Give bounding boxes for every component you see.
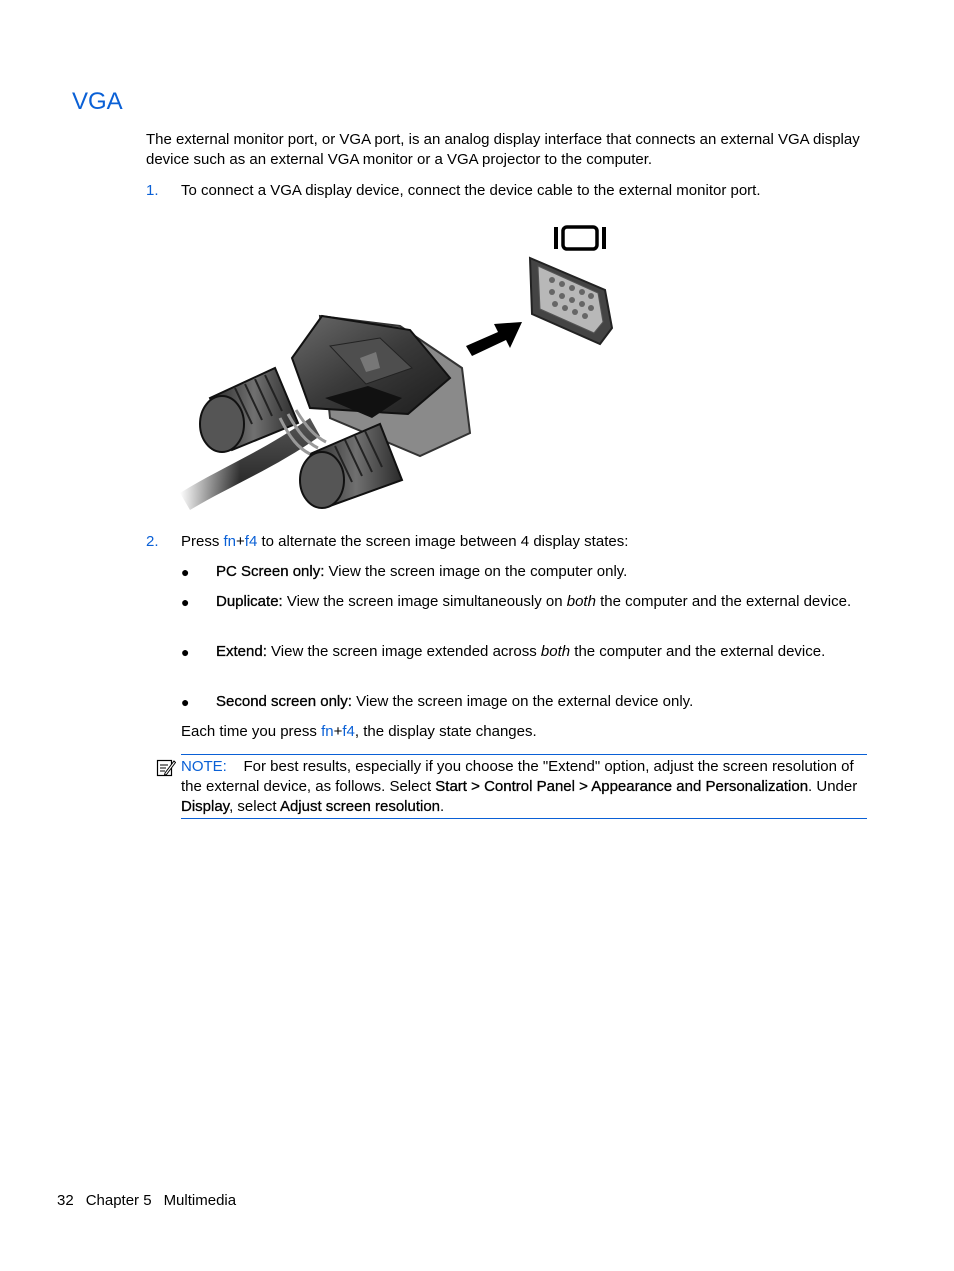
fn-key: fn [321,723,334,740]
bullet-pc-screen-only: PC Screen only: View the screen image on the computer only. [216,563,628,580]
chapter-title: Multimedia [163,1192,237,1209]
control-panel-path: Start > Control Panel > Appearance and Personalization [435,778,809,795]
step-2-number: 2. [146,533,159,550]
f4-key: f4 [244,533,258,550]
bullet-marker: ● [181,564,190,580]
f4-key: f4 [342,723,355,740]
page-number: 32 [57,1192,74,1209]
section-title: VGA [72,88,123,115]
bullet-marker: ● [181,694,190,710]
step-1-number: 1. [146,182,159,199]
note-text: NOTE: For best results, especially if you choose the "Extend" option, adjust the screen resolution of the external device, as follows. Select Start > Control Panel > Appearance and Personalization. Under Display, select Adjust screen resolution. [181,758,858,815]
bullet-second-screen-only: Second screen only: View the screen image on the external device only. [216,693,694,710]
each-time-text: Each time you press fn+f4, the display state changes. [181,723,537,740]
bullet-duplicate: Duplicate: View the screen image simultaneously on both the computer and the external device. [216,593,852,610]
step-1-text: To connect a VGA display device, connect the device cable to the external monitor port. [181,182,761,199]
note-icon [156,758,176,778]
page-footer [57,1191,248,1211]
intro-paragraph: The external monitor port, or VGA port, is an analog display interface that connects an external VGA display device such as an external VGA monitor or a VGA projector to the computer. [146,131,860,168]
insert-arrow-icon [466,322,522,356]
bullet-extend: Extend: View the screen image extended across both the computer and the external device. [216,643,826,660]
note-label: NOTE: [181,758,227,775]
fn-key: fn [223,533,237,550]
chapter-label: Chapter 5 [85,1192,152,1209]
step-2-text: Press fn+f4 to alternate the screen image between 4 display states: [181,533,629,550]
note-box [181,754,867,819]
bullet-marker: ● [181,644,190,660]
vga-connection-figure [180,218,620,518]
vga-port [530,258,612,344]
bullet-marker: ● [181,594,190,610]
vga-port-icon [554,227,606,249]
